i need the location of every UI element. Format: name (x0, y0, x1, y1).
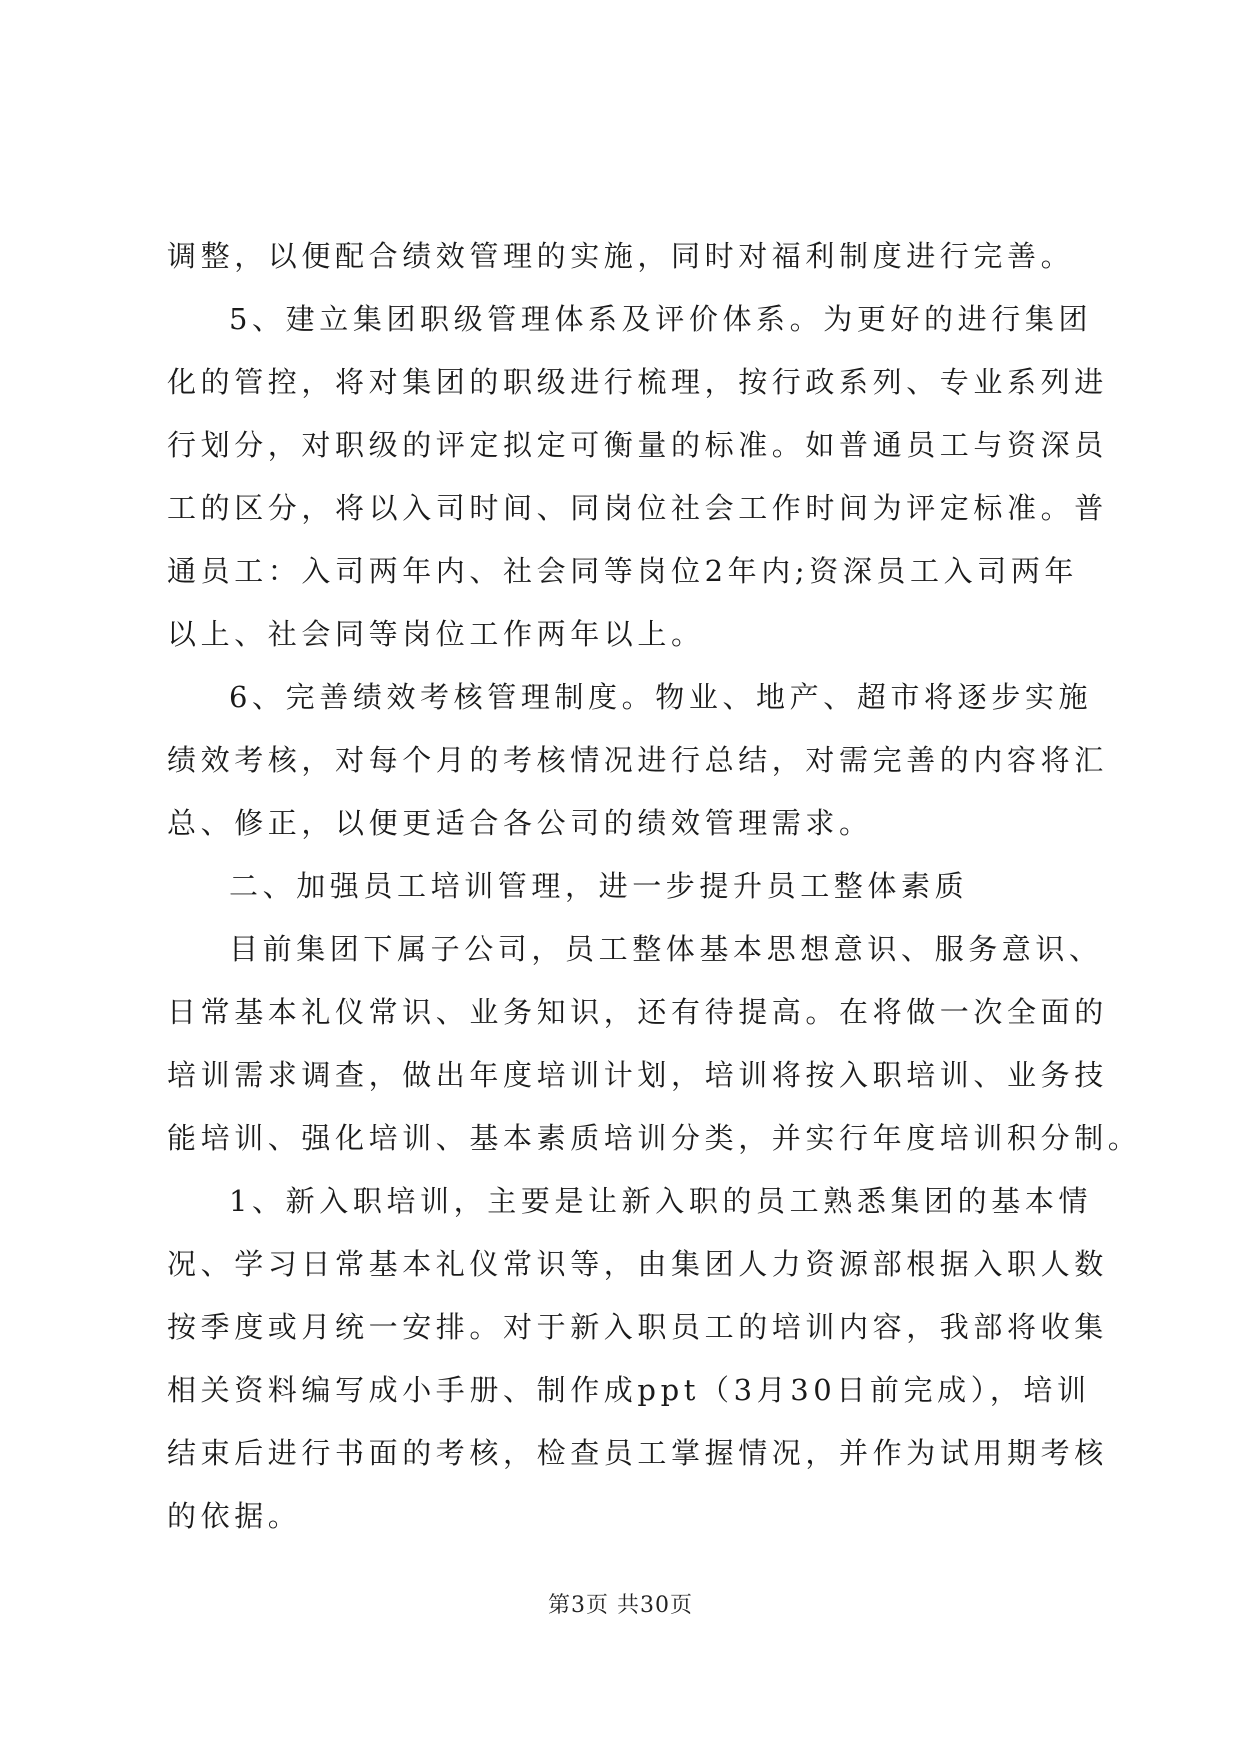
paragraph-line: 总、修正，以便更适合各公司的绩效管理需求。 (167, 806, 873, 840)
paragraph-line: 绩效考核，对每个月的考核情况进行总结，对需完善的内容将汇 (167, 743, 1108, 777)
paragraph-line: 工的区分，将以入司时间、同岗位社会工作时间为评定标准。普 (167, 491, 1108, 525)
paragraph-line: 以上、社会同等岗位工作两年以上。 (167, 617, 705, 651)
paragraph-line: 化的管控，将对集团的职级进行梳理，按行政系列、专业系列进 (167, 365, 1108, 399)
section-heading-line: 1、新入职培训，主要是让新入职的员工熟悉集团的基本情 (229, 1184, 1093, 1218)
paragraph-line: 行划分，对职级的评定拟定可衡量的标准。如普通员工与资深员 (167, 428, 1108, 462)
page-number-footer: 第3页 共30页 (548, 1593, 693, 1618)
paragraph-line: 目前集团下属子公司，员工整体基本思想意识、服务意识、 (229, 932, 1103, 966)
paragraph-line: 况、学习日常基本礼仪常识等，由集团人力资源部根据入职人数 (167, 1247, 1108, 1281)
document-body (167, 225, 1142, 1548)
section-heading-line: 6、完善绩效考核管理制度。物业、地产、超市将逐步实施 (229, 680, 1093, 714)
paragraph-line: 按季度或月统一安排。对于新入职员工的培训内容，我部将收集 (167, 1310, 1108, 1344)
paragraph-line: 调整，以便配合绩效管理的实施，同时对福利制度进行完善。 (167, 239, 1075, 273)
paragraph-line: 结束后进行书面的考核，检查员工掌握情况，并作为试用期考核 (167, 1436, 1108, 1470)
paragraph-line: 相关资料编写成小手册、制作成ppt（3月30日前完成），培训 (167, 1373, 1091, 1407)
section-heading-line: 5、建立集团职级管理体系及评价体系。为更好的进行集团 (229, 302, 1093, 336)
paragraph-line: 能培训、强化培训、基本素质培训分类，并实行年度培训积分制。 (167, 1121, 1142, 1155)
paragraph-line: 日常基本礼仪常识、业务知识，还有待提高。在将做一次全面的 (167, 995, 1108, 1029)
paragraph-line: 的依据。 (167, 1499, 302, 1533)
chapter-heading: 二、加强员工培训管理，进一步提升员工整体素质 (229, 869, 969, 903)
paragraph-line: 通员工：入司两年内、社会同等岗位2年内;资深员工入司两年 (167, 554, 1079, 588)
paragraph-line: 培训需求调查，做出年度培训计划，培训将按入职培训、业务技 (167, 1058, 1108, 1092)
